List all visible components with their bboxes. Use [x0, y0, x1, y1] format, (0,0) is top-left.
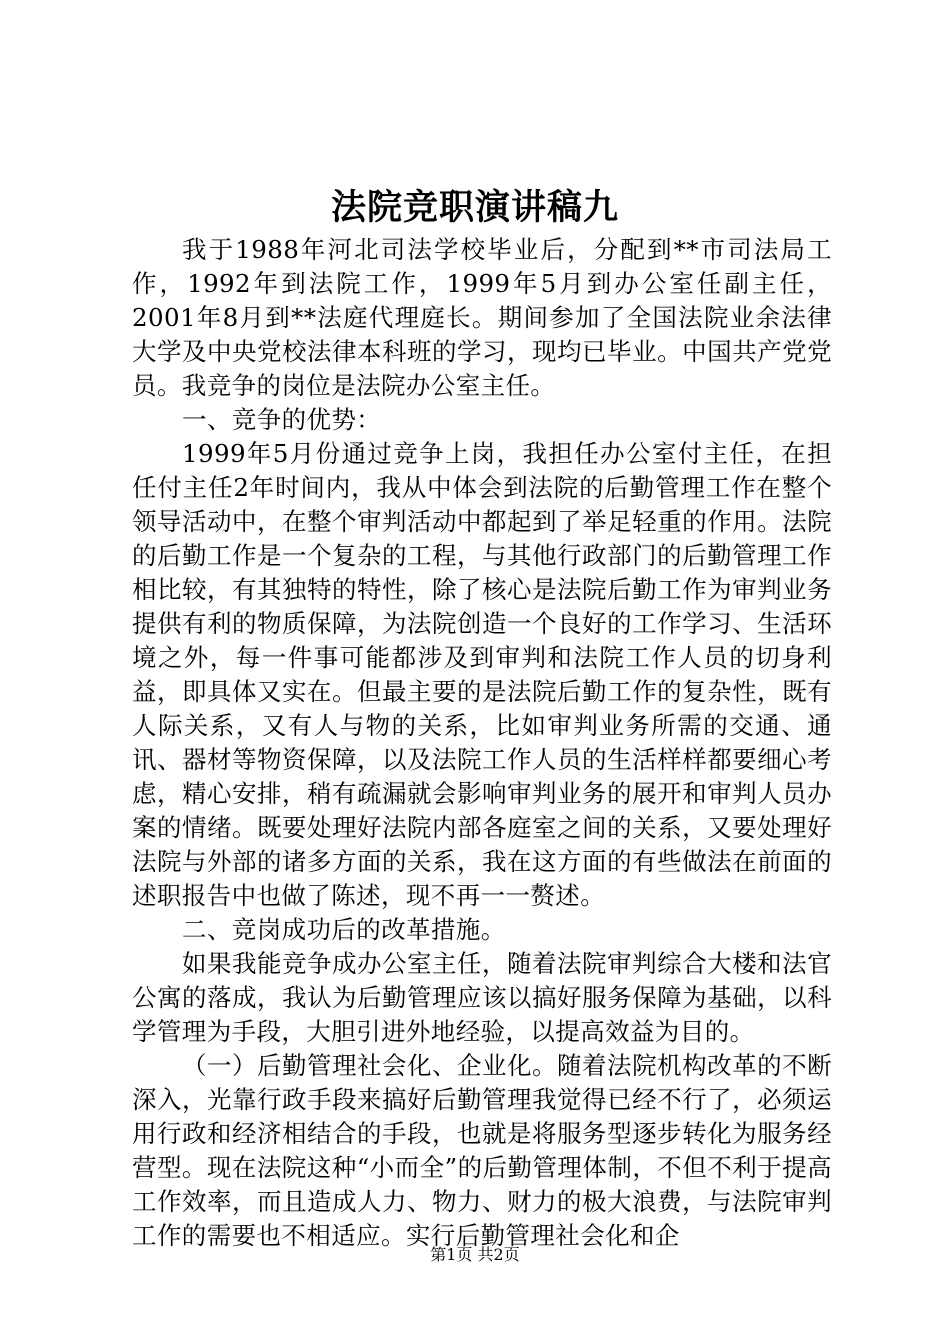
paragraph-reform-one: （一）后勤管理社会化、企业化。随着法院机构改革的不断深入，光靠行政手段来搞好后勤管理我觉得已经不行了，必须运用行政和经济相结合的手段，也就是将服务型逐步转化为服务经营型。现在法院这种“小而全”的后勤管理体制，不但不利于提高工作效率，而且造成人力、物力、财力的极大浪费，与法院审判工作的需要也不相适应。实行后勤管理社会化和企 [132, 1051, 832, 1250]
section-heading-advantages: 一、竞争的优势： [182, 405, 382, 434]
paragraph-intro: 我于1988年河北司法学校毕业后，分配到**市司法局工作，1992年到法院工作，1999年5月到办公室任副主任，2001年8月到**法庭代理庭长。期间参加了全国法院业余法律大学及中央党校法律本科班的学习，现均已毕业。中国共产党党员。我竞争的岗位是法院办公室主任。 [132, 235, 832, 400]
page-footer: 第1页 共2页 [430, 1245, 520, 1264]
paragraph-advantages: 1999年5月份通过竞争上岗，我担任办公室付主任，在担任付主任2年时间内，我从中体会到法院的后勤管理工作在整个领导活动中，在整个审判活动中都起到了举足轻重的作用。法院的后勤工作是一个复杂的工程，与其他行政部门的后勤管理工作相比较，有其独特的特性，除了核心是法院后勤工作为审判业务提供有利的物质保障，为法院创造一个良好的工作学习、生活环境之外，每一件事可能都涉及到审判和法院工作人员的切身利益，即具体又实在。但最主要的是法院后勤工作的复杂性，既有人际关系，又有人与物的关系，比如审判业务所需的交通、通讯、器材等物资保障，以及法院工作人员的生活样样都要细心考虑，精心安排，稍有疏漏就会影响审判业务的展开和审判人员办案的情绪。既要处理好法院内部各庭室之间的关系，又要处理好法院与外部的诸多方面的关系，我在这方面的有些做法在前面的述职报告中也做了陈述，现不再一一赘述。 [132, 439, 832, 910]
document-title: 法院竞职演讲稿九 [330, 187, 619, 228]
paragraph-reform-intro: 如果我能竞争成办公室主任，随着法院审判综合大楼和法官公寓的落成，我认为后勤管理应该以搞好服务保障为基础，以科学管理为手段，大胆引进外地经验，以提高效益为目的。 [132, 949, 832, 1046]
section-heading-reforms: 二、竞岗成功后的改革措施。 [182, 915, 506, 944]
document-body [132, 233, 832, 1253]
